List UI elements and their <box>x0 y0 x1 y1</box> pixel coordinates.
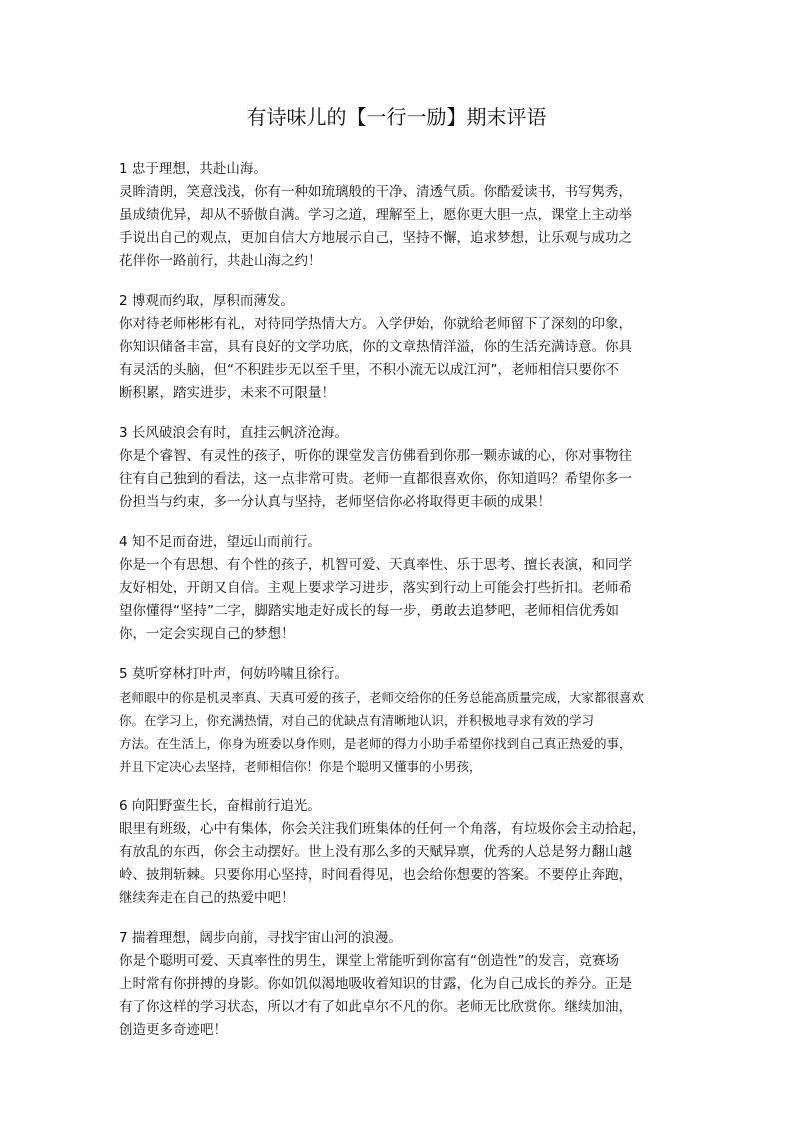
paragraph-line: 岭、披荆斩棘。只要你用心坚持，时间看得见，也会给你想要的答案。不要停止奔跑， <box>119 867 632 883</box>
paragraph-line: 有了你这样的学习状态，所以才有了如此卓尔不凡的你。老师无比欣赏你。继续加油， <box>119 999 632 1015</box>
paragraph-line: 有灵活的头脑，但“不积跬步无以至千里，不积小流无以成江河”，老师相信只要你不 <box>119 362 619 378</box>
paragraph-line: 你是一个有思想、有个性的孩子，机智可爱、天真率性、乐于思考、擅长表演，和同学 <box>119 557 632 573</box>
paragraph-line: 份担当与约束，多一分认真与坚持，老师坚信你必将取得更丰硕的成果！ <box>119 494 551 510</box>
paragraph-line: 你。在学习上，你充满热情，对自己的优缺点有清晰地认识，并积极地寻求有效的学习 <box>119 713 595 728</box>
paragraph-line: 方法。在生活上，你身为班委以身作则，是老师的得力小助手希望你找到自己真正热爱的事， <box>119 736 632 751</box>
section-heading: 2 博观而约取，厚积而薄发。 <box>119 293 294 309</box>
paragraph-line: 断积累，踏实进步，未来不可限量！ <box>119 385 335 401</box>
paragraph-line: 上时常有你拼搏的身影。你如饥似渴地吸收着知识的甘露，化为自己成长的养分。正是 <box>119 976 632 992</box>
section-heading: 1 忠于理想，共赴山海。 <box>119 161 267 177</box>
paragraph-line: 花伴你一路前行，共赴山海之约！ <box>119 253 322 269</box>
paragraph-line: 虽成绩优异，却从不骄傲自满。学习之道，理解至上，愿你更大胆一点，课堂上主动举 <box>119 207 632 223</box>
comment-section <box>119 927 681 1042</box>
section-heading: 6 向阳野蛮生长，奋楫前行追光。 <box>119 798 321 814</box>
section-heading: 3 长风破浪会有时，直挂云帆济沧海。 <box>119 425 348 441</box>
paragraph-line: 望你懂得“坚持”二字，脚踏实地走好成长的每一步，勇敢去追梦吧，老师相信优秀如 <box>119 603 619 619</box>
paragraph-line: 创造更多奇迹吧！ <box>119 1022 227 1038</box>
paragraph-line: 你，一定会实现自己的梦想！ <box>119 626 295 642</box>
paragraph-line: 你是个聪明可爱、天真率性的男生，课堂上常能听到你富有“创造性”的发言，竞赛场 <box>119 953 619 969</box>
comment-section <box>119 795 681 910</box>
paragraph-line: 继续奔走在自己的热爱中吧！ <box>119 890 295 906</box>
section-heading: 4 知不足而奋进，望远山而前行。 <box>119 534 321 550</box>
comment-section <box>119 290 681 405</box>
paragraph-line: 眼里有班级，心中有集体，你会关注我们班集体的任何一个角落，有垃圾你会主动拾起， <box>119 821 646 837</box>
document-body <box>119 158 681 1059</box>
paragraph-line: 手说出自己的观点，更加自信大方地展示自己，坚持不懈，追求梦想，让乐观与成功之 <box>119 230 632 246</box>
comment-section <box>119 663 681 778</box>
comment-section <box>119 158 681 273</box>
paragraph-line: 并且下定决心去坚持，老师相信你！你是个聪明又懂事的小男孩， <box>119 759 482 774</box>
document-title: 有诗味儿的【一行一励】期末评语 <box>246 105 547 129</box>
paragraph-line: 老师眼中的你是机灵率真、天真可爱的孩子，老师交给你的任务总能高质量完成，大家都很喜欢 <box>119 690 645 705</box>
section-heading: 7 揣着理想，阔步向前，寻找宇宙山河的浪漫。 <box>119 930 402 946</box>
paragraph-line: 你是个睿智、有灵性的孩子，听你的课堂发言仿佛看到你那一颗赤诚的心，你对事物往 <box>119 448 632 464</box>
comment-section <box>119 531 681 646</box>
paragraph-line: 友好相处，开朗又自信。主观上要求学习进步，落实到行动上可能会打些折扣。老师希 <box>119 580 632 596</box>
paragraph-line: 你对待老师彬彬有礼，对待同学热情大方。入学伊始，你就给老师留下了深刻的印象， <box>119 316 632 332</box>
section-heading: 5 莫听穿林打叶声，何妨吟啸且徐行。 <box>119 666 348 682</box>
paragraph-line: 有放乱的东西，你会主动摆好。世上没有那么多的天赋异禀，优秀的人总是努力翻山越 <box>119 844 632 860</box>
paragraph-line: 你知识储备丰富，具有良好的文学功底，你的文章热情洋溢，你的生活充满诗意。你具 <box>119 339 632 355</box>
paragraph-line: 灵眸清朗，笑意浅浅，你有一种如琉璃般的干净、清透气质。你酷爱读书，书写隽秀， <box>119 184 632 200</box>
comment-section <box>119 422 681 514</box>
paragraph-line: 往有自己独到的看法，这一点非常可贵。老师一直都很喜欢你，你知道吗？希望你多一 <box>119 471 632 487</box>
